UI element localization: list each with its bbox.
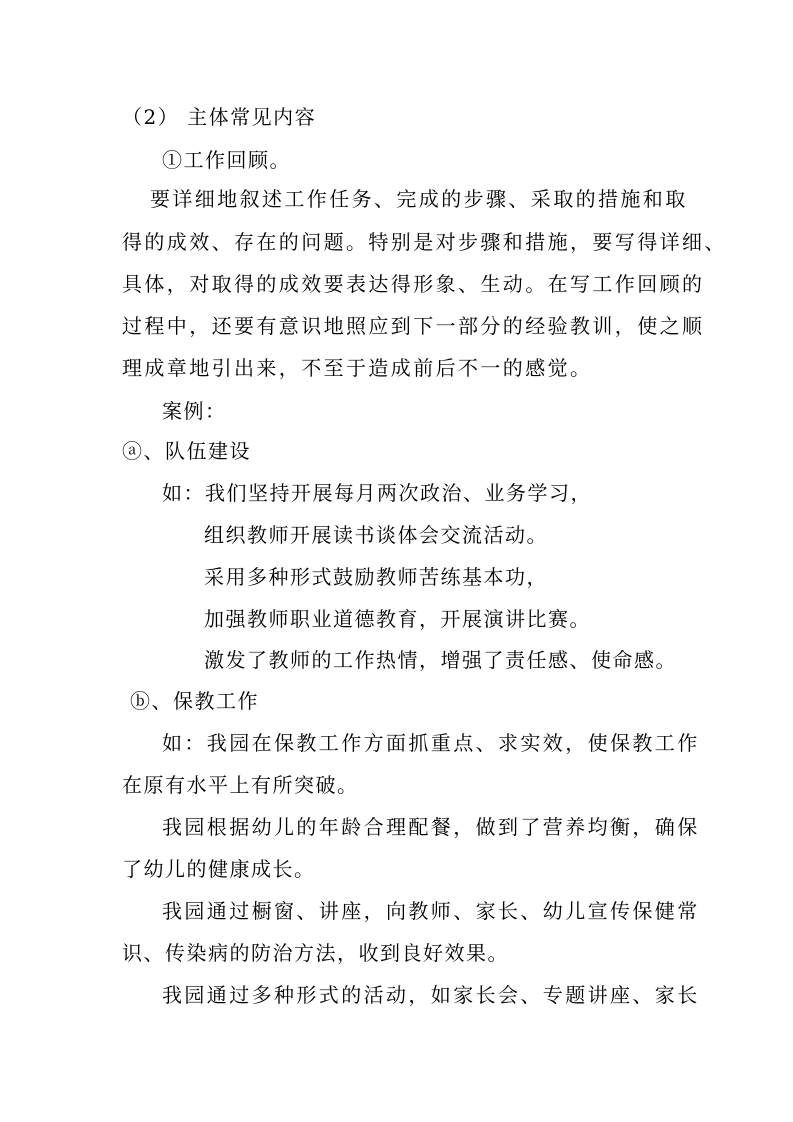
subheading-work-review: ①工作回顾。 [162, 148, 291, 172]
team-building-heading: ⓐ、队伍建设 [122, 439, 251, 463]
intro-paragraph-line: 具体，对取得的成效要表达得形象、生动。在写工作回顾的 [122, 272, 705, 296]
team-building-line: 加强教师职业道德教育，开展演讲比赛。 [204, 607, 591, 631]
team-building-line: 如：我们坚持开展每月两次政治、业务学习， [162, 481, 592, 505]
care-education-line: 识、传染病的防治方法，收到良好效果。 [122, 941, 509, 965]
care-education-line: 我园通过橱窗、讲座，向教师、家长、幼儿宣传保健常 [162, 899, 700, 923]
team-building-line: 激发了教师的工作热情，增强了责任感、使命感。 [204, 648, 677, 672]
case-label: 案例： [162, 399, 227, 423]
intro-paragraph-line: 得的成效、存在的问题。特别是对步骤和措施，要写得详细、 [122, 230, 727, 254]
care-education-line: 如：我园在保教工作方面抓重点、求实效，使保教工作 [162, 731, 700, 755]
intro-paragraph-line: 过程中，还要有意识地照应到下一部分的经验教训，使之顺 [122, 314, 705, 338]
team-building-line: 组织教师开展读书谈体会交流活动。 [204, 523, 548, 547]
intro-paragraph-line: 理成章地引出来，不至于造成前后不一的感觉。 [122, 356, 593, 380]
care-education-line: 了幼儿的健康成长。 [122, 857, 316, 881]
care-education-line: 我园通过多种形式的活动，如家长会、专题讲座、家长 [162, 983, 700, 1007]
care-education-line: 我园根据幼儿的年龄合理配餐，做到了营养均衡，确保 [162, 815, 700, 839]
section-heading: （2） 主体常见内容 [122, 105, 317, 129]
care-education-line: 在原有水平上有所突破。 [122, 773, 359, 797]
team-building-line: 采用多种形式鼓励教师苦练基本功， [204, 565, 548, 589]
care-education-heading: ⓑ、保教工作 [130, 689, 259, 713]
intro-paragraph-line: 要详细地叙述工作任务、完成的步骤、采取的措施和取 [150, 187, 688, 211]
